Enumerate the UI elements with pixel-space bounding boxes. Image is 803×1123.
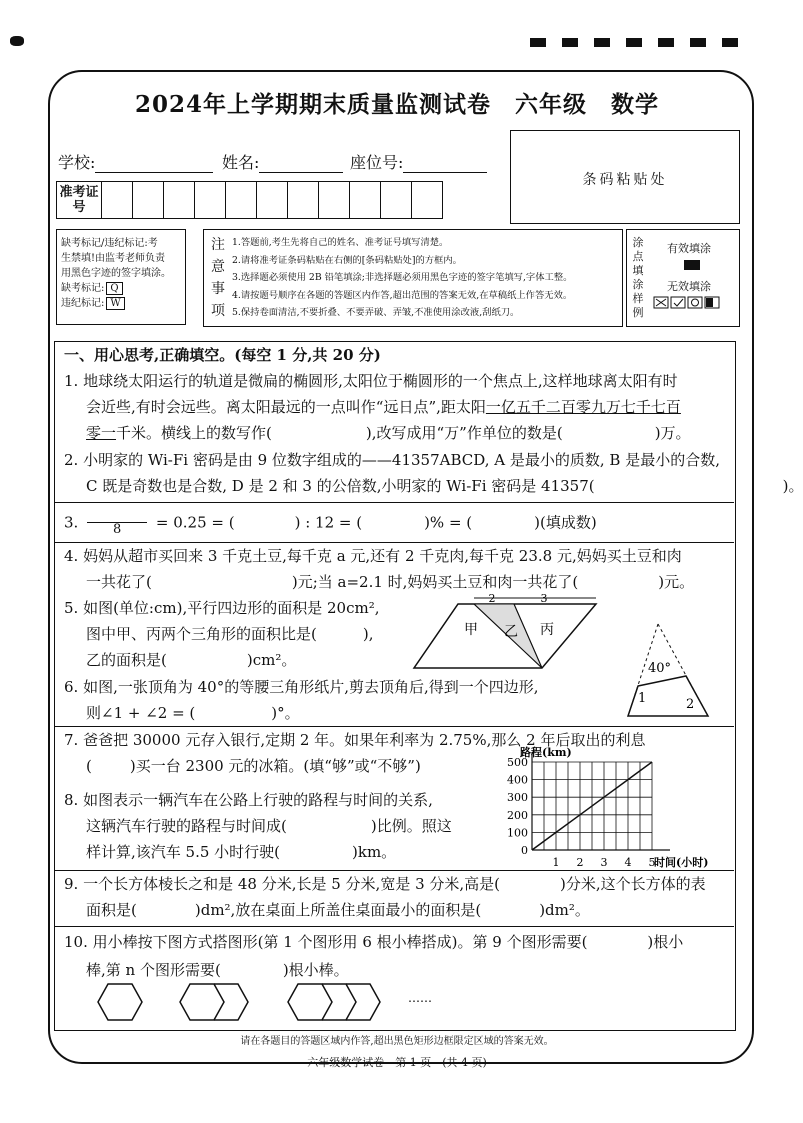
chart-ytick: 200 xyxy=(507,808,528,822)
page-number: 六年级数学试卷 第 1 页 (共 4 页) xyxy=(307,1056,487,1069)
chart-xtick: 5 xyxy=(648,856,656,869)
q9-line2: 面积是( )dm²,放在桌面上所盖住桌面最小的面积是( )dm²。 xyxy=(86,901,590,919)
q9-line1: 9. 一个长方体棱长之和是 48 分米,长是 5 分米,宽是 3 分米,高是( )分米,这个长方体的表 xyxy=(64,875,706,893)
chart-xtick: 2 xyxy=(576,856,584,869)
violation-mark-box[interactable]: W xyxy=(106,297,124,310)
q4-line2: 一共花了( )元;当 a=2.1 时,妈妈买土豆和肉一共花了( )元。 xyxy=(86,573,695,591)
notes-heading: 注 意 事 项 xyxy=(211,237,225,319)
q5-line1: 5. 如图(单位:cm),平行四边形的面积是 20cm², xyxy=(64,599,380,617)
q7-line2: ( )买一台 2300 元的冰箱。(填“够”或“不够”) xyxy=(86,757,421,775)
chart-ylabel: 路程(km) xyxy=(520,746,572,759)
fig6-angle: 40° xyxy=(648,661,672,676)
chart-xtick: 1 xyxy=(552,856,560,869)
q6-triangle-figure xyxy=(624,620,714,720)
q10-line2: 棒,第 n 个图形需要( )根小棒。 xyxy=(86,961,349,979)
fig6-angle-1: 1 xyxy=(638,691,647,706)
scan-mark xyxy=(10,36,24,46)
valid-fill-label: 有效填涂 xyxy=(667,242,711,255)
chart-ytick: 0 xyxy=(521,844,528,857)
fig5-yi: 乙 xyxy=(504,624,518,640)
barcode-label: 条码粘贴处 xyxy=(582,172,668,188)
notes-box xyxy=(203,229,623,327)
page-title: 2024年上学期期末质量监测试卷 六年级 数学 xyxy=(134,91,659,118)
school-field[interactable]: 学校: xyxy=(58,150,213,173)
chart-ytick: 300 xyxy=(507,791,528,805)
q8-line1: 8. 如图表示一辆汽车在公路上行驶的路程与时间的关系, xyxy=(64,791,433,809)
exam-number-label: 准考证号 xyxy=(57,182,102,218)
ellipsis: …… xyxy=(408,991,432,1005)
q4-line1: 4. 妈妈从超市买回来 3 千克土豆,每千克 a 元,还有 2 千克肉,每千克 23.8 元,妈妈买土豆和肉 xyxy=(64,547,682,565)
q5-line2: 图中甲、丙两个三角形的面积比是( ), xyxy=(86,625,374,643)
chart-ytick: 400 xyxy=(507,773,528,787)
q2-line1: 2. 小明家的 Wi-Fi 密码是由 9 位数字组成的——41357ABCD, A 是最小的质数, B 是最小的合数, xyxy=(64,451,720,469)
chart-ytick: 100 xyxy=(507,826,528,840)
q10-hexagon-figures xyxy=(86,980,446,1024)
q8-line2: 这辆汽车行驶的路程与时间成( )比例。照这 xyxy=(86,817,452,835)
fill-sample-box: 涂 点 填 涂 样 例 有效填涂 无效填涂 xyxy=(626,229,740,327)
q10-line1: 10. 用小棒按下图方式搭图形(第 1 个图形用 6 根小棒搭成)。第 9 个图形需要( )根小 xyxy=(64,933,684,951)
chart-xtick: 3 xyxy=(600,856,608,869)
q8-distance-time-chart xyxy=(488,744,728,870)
q1-line3: 零一千米。横线上的数写作( ),改写成用“万”作单位的数是( )万。 xyxy=(86,424,691,442)
q3: 3. 8 = 0.25 = ( ) : 12 = ( )% = ( )(填成数) xyxy=(64,510,597,537)
fig5-jia: 甲 xyxy=(464,622,478,638)
fig5-bing: 丙 xyxy=(540,622,554,638)
q7-line1: 7. 爸爸把 30000 元存入银行,定期 2 年。如果年利率为 2.75%,那么 2 年后取出的利息 xyxy=(64,731,646,749)
q6-line1: 6. 如图,一张顶角为 40°的等腰三角形纸片,剪去顶角后,得到一个四边形, xyxy=(64,678,539,696)
hexagon-fig-3 xyxy=(288,984,380,1020)
footer-note: 请在各题目的答题区域内作答,超出黑色矩形边框限定区域的答案无效。 xyxy=(240,1036,554,1047)
fig5-top-2: 2 xyxy=(488,592,496,605)
invalid-fill-samples xyxy=(653,296,737,310)
fig6-angle-2: 2 xyxy=(686,697,695,712)
barcode-box xyxy=(510,130,740,224)
hexagon-fig-2 xyxy=(180,984,248,1020)
q2-line2: C 既是奇数也是合数, D 是 2 和 3 的公倍数,小明家的 Wi-Fi 密码是 41357( )。 xyxy=(86,477,803,495)
q6-line2: 则∠1 + ∠2 = ( )°。 xyxy=(86,704,300,722)
q5-parallelogram-figure xyxy=(412,592,612,676)
q8-line3: 样计算,该汽车 5.5 小时行驶( )km。 xyxy=(86,843,397,861)
invalid-fill-label: 无效填涂 xyxy=(667,280,711,293)
absence-mark-box: 缺考标记/违纪标记:考 生禁填!由监考老师负责 用黑色字迹的签字填涂。 缺考标记: Q 违纪标记: W xyxy=(56,229,186,325)
hexagon-fig-1 xyxy=(98,984,142,1020)
q5-line3: 乙的面积是( )cm²。 xyxy=(86,651,297,669)
chart-ytick: 500 xyxy=(507,756,528,769)
chart-xtick: 4 xyxy=(624,856,632,869)
notes-list: 1.答题前,考生先将自己的姓名、准考证号填写清楚。 2.请将准考证条码粘贴在右侧的[条码粘贴处]的方框内。 3.选择题必须使用 2B 铅笔填涂;非选择题必须用黑色字迹的签字笔填写,字体工整。 4.请按题号顺序在各题的答题区内作答,超出范围的答案无效,在草稿纸上作答无效。 5.保持卷面清洁,不要折叠、不要弄破、弄皱,不准使用涂改液,刮纸刀。 xyxy=(232,237,573,318)
alignment-marks xyxy=(530,38,738,47)
q1-line2: 会近些,有时会远些。离太阳最远的一点叫作“远日点”,距太阳一亿五千二百零九万七千七百 xyxy=(86,398,681,416)
name-field[interactable]: 姓名: xyxy=(222,150,343,173)
chart-xlabel: 时间(小时) xyxy=(654,856,709,869)
valid-fill-sample xyxy=(684,260,700,270)
fig5-top-3: 3 xyxy=(540,592,548,605)
seat-field[interactable]: 座位号: xyxy=(350,150,487,173)
absent-mark-box[interactable]: Q xyxy=(106,282,122,295)
exam-number-grid[interactable] xyxy=(56,181,443,219)
q1-line1: 1. 地球绕太阳运行的轨道是微扁的椭圆形,太阳位于椭圆形的一个焦点上,这样地球离太阳有时 xyxy=(64,372,678,390)
section-1-title: 一、用心思考,正确填空。(每空 1 分,共 20 分) xyxy=(64,346,381,364)
